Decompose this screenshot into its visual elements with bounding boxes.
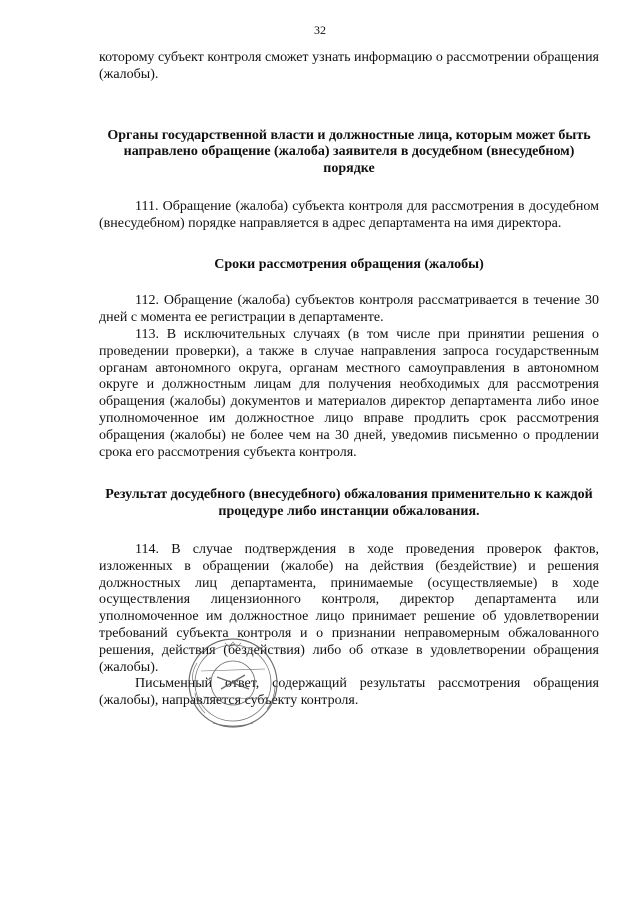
paragraph-112: 112. Обращение (жалоба) субъектов контроля рассматривается в течение 30 дней с момента ее регистрации в департаменте. [99,293,599,326]
section-heading-deadlines: Сроки рассмотрения обращения (жалобы) [214,256,484,272]
paragraph-114: 114. В случае подтверждения в ходе проведения проверок фактов, изложенных в обращении (жалобе) на действия (бездействие) и решения должностных лиц департамента, принимаемые (осуществляемые) в ходе осуществления лицензионного контроля, директор департамента или уполномоченное им должностное лицо принимает решение об удовлетворении требований субъекта контроля и о признании неправомерным обжалованного решения, действия (бездействия) либо об отказе в удовлетворении обращения (жалобы). [99,541,599,675]
section-heading-authorities: Органы государственной власти и должностные лица, которым может быть направлено обращение (жалоба) заявителя в досудебном (внесудебном) порядке [107,127,591,177]
official-stamp-icon [183,633,283,733]
paragraph-111: 111. Обращение (жалоба) субъекта контроля для рассмотрения в досудебном (внесудебном) порядке направляется в адрес департамента на имя директора. [99,198,599,231]
page-number: 32 [314,23,326,37]
paragraph-continuation: которому субъект контроля сможет узнать информацию о рассмотрении обращения (жалобы). [99,50,599,82]
document-body [99,50,599,710]
section-heading-result: Результат досудебного (внесудебного) обжалования применительно к каждой процедуре либо инстанции обжалования. [105,487,593,520]
paragraph-113: 113. В исключительных случаях (в том числе при принятии решения о проведении проверки), а также в случае направления запроса государственным органам автономного округа, органам местного самоуправления в автономном округе и должностным лицам для получения необходимых для рассмотрения обращения (жалобы) документов и материалов директор департамента либо иное уполномоченное им должностное лицо вправе продлить срок рассмотрения обращения (жалобы) не более чем на 30 дней, уведомив письменно о продлении срока его рассмотрения субъекта контроля. [99,326,599,460]
paragraph-final: Письменный ответ, содержащий результаты рассмотрения обращения (жалобы), направляется субъекту контроля. [99,676,599,709]
